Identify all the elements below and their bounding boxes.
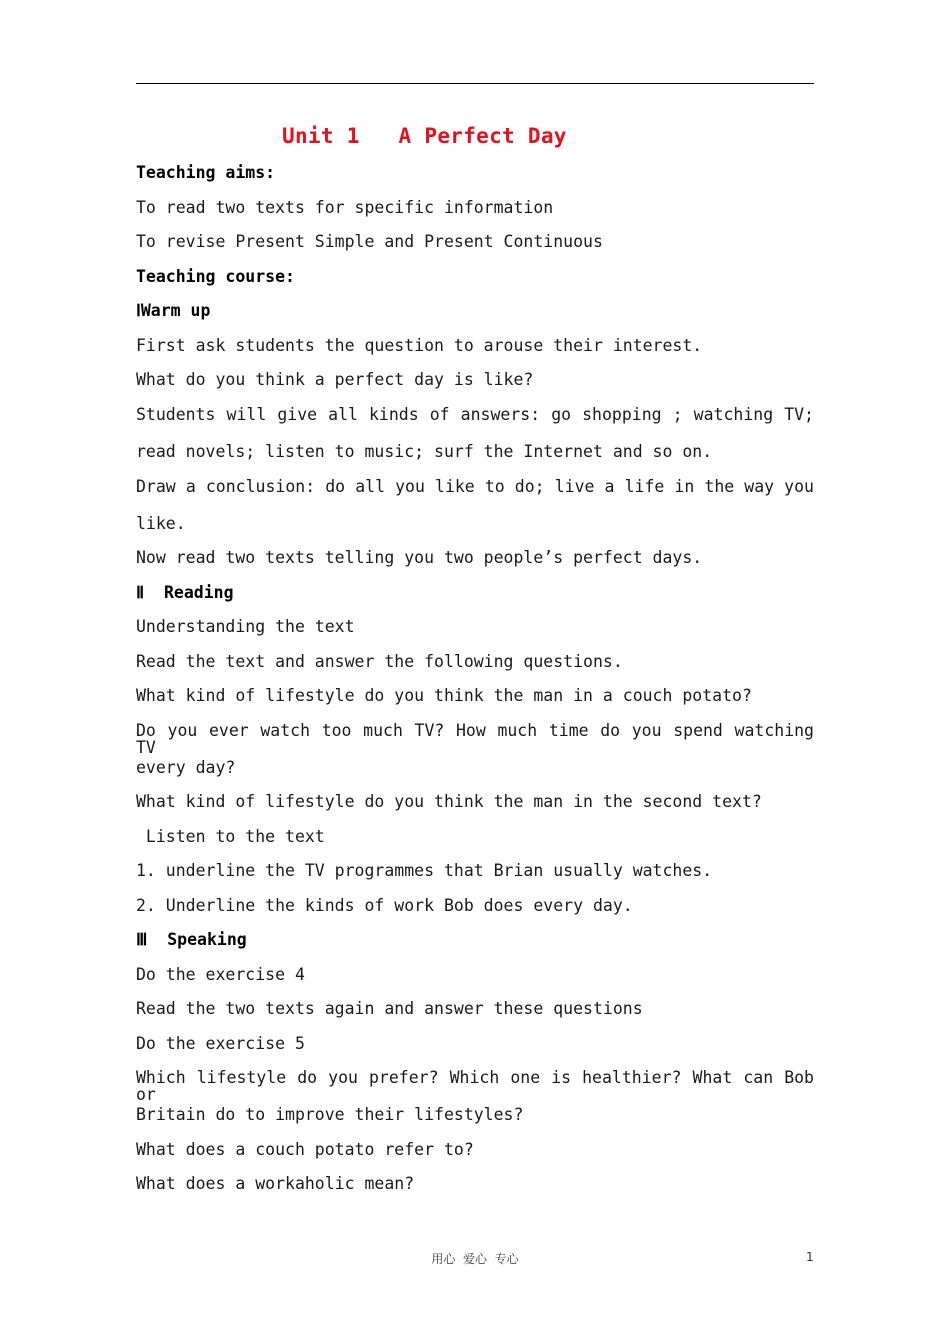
text-line: First ask students the question to arouse their interest.: [136, 336, 703, 355]
text-line: To read two texts for specific information: [136, 198, 554, 217]
text-line: Understanding the text: [136, 617, 355, 636]
text-line: Read the text and answer the following questions.: [136, 652, 623, 671]
text-line: Listen to the text: [136, 827, 325, 846]
text-line: Students will give all kinds of answers: go shopping ; watching TV;: [136, 405, 814, 424]
list-item: 2. Underline the kinds of work Bob does every day.: [136, 896, 633, 915]
heading-reading: Ⅱ Reading: [136, 583, 234, 602]
heading-speaking: Ⅲ Speaking: [136, 930, 247, 949]
text-line: Do the exercise 4: [136, 965, 305, 984]
footer-motto: 用心 爱心 专心: [431, 1252, 519, 1266]
text-line: To revise Present Simple and Present Continuous: [136, 232, 603, 251]
text-line: Read the two texts again and answer these questions: [136, 999, 643, 1018]
text-line: What does a couch potato refer to?: [136, 1140, 474, 1159]
list-item: 1. underline the TV programmes that Brian usually watches.: [136, 861, 713, 880]
text-line: Which lifestyle do you prefer? Which one is healthier? What can Bob or: [136, 1068, 814, 1104]
heading-teaching-course: Teaching course:: [136, 267, 295, 286]
text-line: read novels; listen to music; surf the Internet and so on.: [136, 442, 713, 461]
text-line: What kind of lifestyle do you think the man in the second text?: [136, 792, 762, 811]
text-line: like.: [136, 514, 186, 533]
text-line: Now read two texts telling you two people’s perfect days.: [136, 548, 703, 567]
heading-warm-up: ⅠWarm up: [136, 301, 211, 320]
text-line: Do the exercise 5: [136, 1034, 305, 1053]
page-number: 1: [806, 1250, 814, 1264]
text-line: Do you ever watch too much TV? How much time do you spend watching TV: [136, 721, 814, 757]
document-title: Unit 1 A Perfect Day: [282, 124, 567, 148]
text-line: What do you think a perfect day is like?: [136, 370, 534, 389]
text-line: What kind of lifestyle do you think the man in a couch potato?: [136, 686, 752, 705]
text-line: every day?: [136, 758, 236, 777]
text-line: Draw a conclusion: do all you like to do; live a life in the way you: [136, 477, 814, 496]
header-rule: [136, 83, 814, 84]
heading-teaching-aims: Teaching aims:: [136, 163, 276, 182]
text-line: What does a workaholic mean?: [136, 1174, 415, 1193]
text-line: Britain do to improve their lifestyles?: [136, 1105, 524, 1124]
